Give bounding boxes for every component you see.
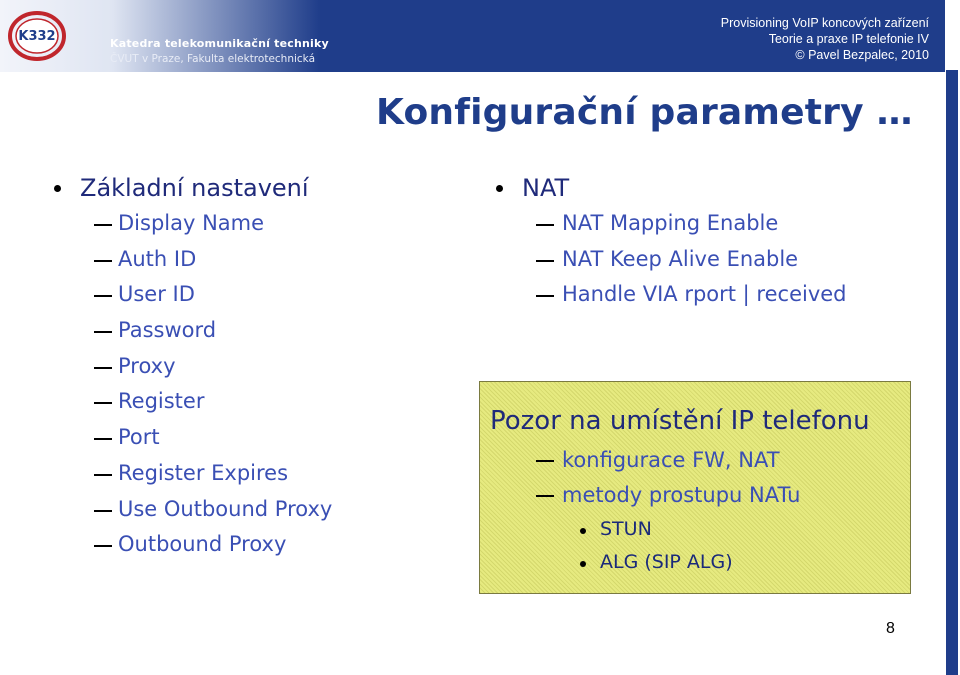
dot-bullet bbox=[580, 561, 586, 567]
department-name: Katedra telekomunikační techniky bbox=[110, 37, 329, 50]
warning-note-box bbox=[479, 381, 911, 594]
dot-bullet bbox=[580, 528, 586, 534]
course-info bbox=[721, 15, 929, 63]
note-subitem-text: STUN bbox=[600, 518, 652, 540]
list-item: Outbound Proxy bbox=[48, 527, 332, 563]
course-line-3: © Pavel Bezpalec, 2010 bbox=[795, 48, 929, 62]
slide-title: Konfigurační parametry … bbox=[376, 92, 913, 133]
note-title: Pozor na umístění IP telefonu bbox=[490, 406, 870, 436]
list-item: Proxy bbox=[48, 349, 332, 385]
dash-bullet bbox=[536, 460, 554, 462]
nat-heading: NAT bbox=[490, 170, 847, 206]
dash-bullet bbox=[536, 495, 554, 497]
department-logo bbox=[8, 10, 66, 62]
note-subitem bbox=[600, 551, 733, 573]
list-item: Handle VIA rport | received bbox=[490, 277, 847, 313]
list-item: Port bbox=[48, 420, 332, 456]
course-line-2: Teorie a praxe IP telefonie IV bbox=[768, 32, 929, 46]
page-number: 8 bbox=[886, 620, 895, 637]
list-item: User ID bbox=[48, 277, 332, 313]
list-item: Use Outbound Proxy bbox=[48, 492, 332, 528]
basic-settings-heading: Základní nastavení bbox=[48, 170, 332, 206]
faculty-name: ČVUT v Praze, Fakulta elektrotechnická bbox=[110, 53, 316, 65]
list-item: NAT Keep Alive Enable bbox=[490, 242, 847, 278]
logo-text: K332 bbox=[18, 29, 56, 44]
note-item-text: metody prostupu NATu bbox=[562, 483, 801, 507]
note-subitem-text: ALG (SIP ALG) bbox=[600, 551, 733, 573]
list-item: Register bbox=[48, 384, 332, 420]
course-line-1: Provisioning VoIP koncových zařízení bbox=[720, 16, 929, 30]
note-item bbox=[562, 448, 780, 472]
list-item: Display Name bbox=[48, 206, 332, 242]
note-subitem bbox=[600, 518, 652, 540]
note-item bbox=[562, 483, 800, 507]
list-item: Password bbox=[48, 313, 332, 349]
list-item: Register Expires bbox=[48, 456, 332, 492]
list-item: NAT Mapping Enable bbox=[490, 206, 847, 242]
right-accent-bar bbox=[946, 70, 958, 675]
nat-settings-list bbox=[490, 170, 847, 313]
basic-settings-list bbox=[48, 170, 332, 563]
list-item: Auth ID bbox=[48, 242, 332, 278]
header-band bbox=[0, 0, 945, 72]
note-item-text: konfigurace FW, NAT bbox=[562, 448, 780, 472]
